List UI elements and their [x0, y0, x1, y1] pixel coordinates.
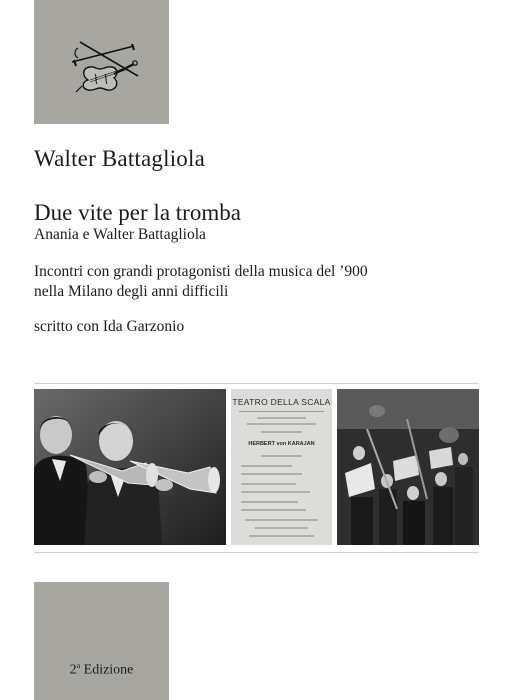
program-text-line [249, 535, 314, 537]
author-name: Walter Battagliola [34, 146, 205, 171]
edition-number: 2 [69, 662, 77, 678]
program-text-line [261, 455, 302, 457]
top-divider [34, 383, 479, 384]
program-text-line [245, 519, 318, 521]
book-description [34, 262, 368, 302]
bottom-divider [34, 552, 479, 553]
violin-with-bows-icon [68, 36, 140, 96]
program-text-line [241, 483, 296, 485]
program-text-line [255, 527, 308, 529]
book-subtitle: Anania e Walter Battagliola [34, 226, 206, 243]
program-divider [239, 411, 324, 412]
logo-block [34, 0, 169, 124]
program-text-line [241, 501, 298, 503]
program-text-line [247, 423, 316, 425]
program-text-line [257, 417, 306, 419]
trumpet-players-photo [34, 389, 226, 545]
description-line-2: nella Milano degli anni difficili [34, 283, 229, 300]
program-text-line [241, 473, 302, 475]
program-theater-name: TEATRO DELLA SCALA [232, 397, 331, 407]
orchestra-photo [337, 389, 479, 545]
book-title: Due vite per la tromba [34, 200, 241, 225]
edition-superscript: a [76, 661, 81, 670]
edition-block [34, 582, 169, 700]
program-conductor: HERBERT von KARAJAN [248, 441, 315, 447]
program-text-line [261, 431, 302, 433]
program-text-line [241, 509, 306, 511]
program-text-line [241, 465, 292, 467]
coauthor-credit: scritto con Ida Garzonio [34, 318, 185, 335]
edition-label [34, 661, 169, 679]
program-text-line [241, 491, 310, 493]
edition-text: Edizione [83, 662, 134, 678]
description-line-1: Incontri con grandi protagonisti della musica del ’900 [34, 263, 368, 280]
concert-program-photo [231, 389, 332, 545]
